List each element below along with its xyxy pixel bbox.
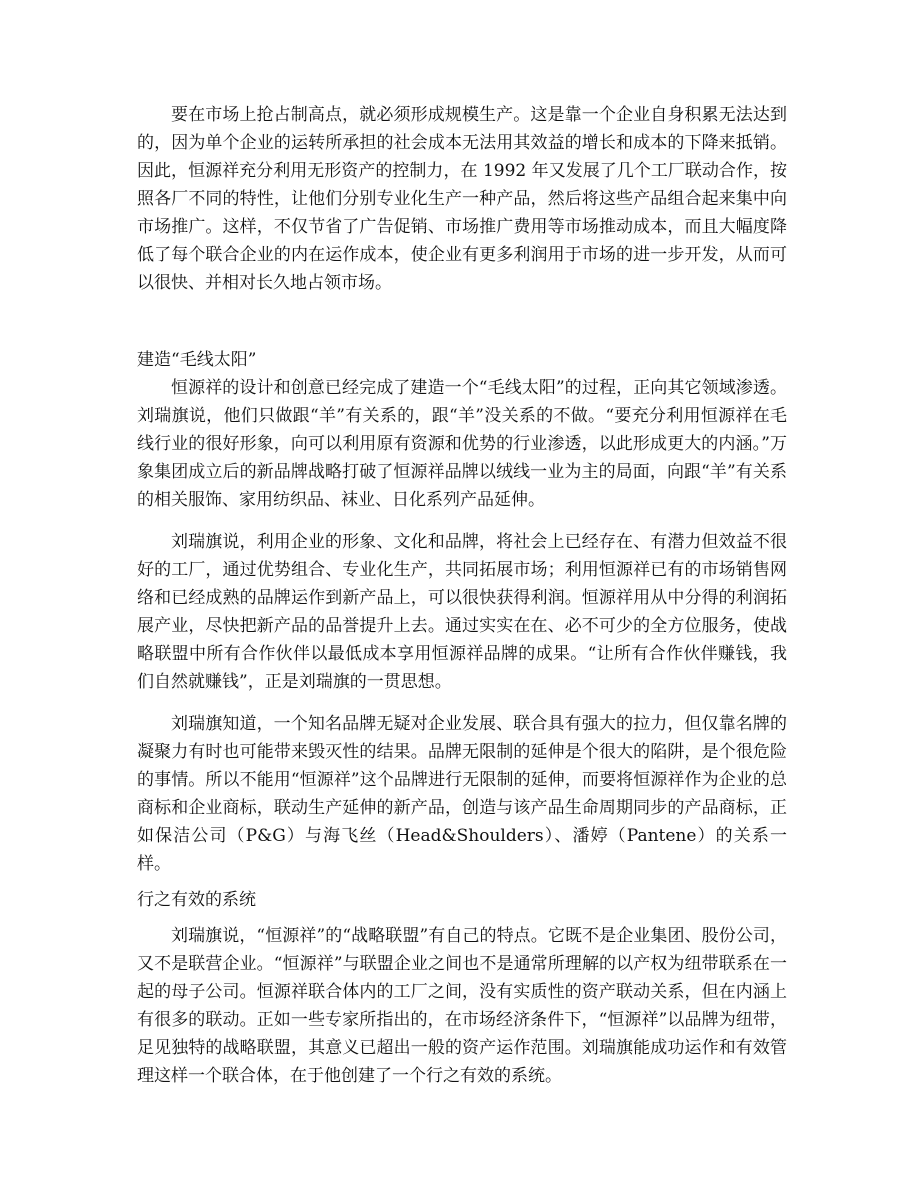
section-heading-effective-system: 行之有效的系统 <box>137 890 256 910</box>
spacer <box>137 914 787 922</box>
spacer <box>137 514 787 528</box>
spacer <box>137 878 787 886</box>
section-heading-wool-sun: 建造“毛线太阳” <box>137 350 257 370</box>
spacer <box>137 297 787 346</box>
paragraph-scale-production: 要在市场上抢占制高点，就必须形成规模生产。这是靠一个企业自身积累无法达到的，因为单个企业的运转所承担的社会成本无法用其效益的增长和成本的下降来抵销。因此，恒源祥充分利用无形资产的控制力，在 1992 年又发展了几个工厂联动合作，按照各厂不同的特性，让他们分别专业化生产一种产品，然后将这些产品组合起来集中向市场推广。这样，不仅节省了广告促销、市场推广费用等市场推动成本，而且大幅度降低了每个联合企业的内在运作成本，使企业有更多利润用于市场的进一步开发，从而可以很快、并相对长久地占领市场。 <box>137 105 787 293</box>
paragraph-partnership-profit: 刘瑞旗说，利用企业的形象、文化和品牌，将社会上已经存在、有潜力但效益不很好的工厂，通过优势组合、专业化生产，共同拓展市场；利用恒源祥已有的市场销售网络和已经成熟的品牌运作到新产品上，可以很快获得利润。恒源祥用从中分得的利润拓展产业，尽快把新产品的品誉提升上去。通过实实在在、必不可少的全方位服务，使战略联盟中所有合作伙伴以最低成本享用恒源祥品牌的成果。“让所有合作伙伴赚钱，我们自然就赚钱”，正是刘瑞旗的一贯思想。 <box>137 532 787 692</box>
paragraph-brand-extension: 恒源祥的设计和创意已经完成了建造一个“毛线太阳”的过程，正向其它领域渗透。刘瑞旗说，他们只做跟“羊”有关系的，跟“羊”没关系的不做。“要充分利用恒源祥在毛线行业的很好形象，向可以利用原有资源和优势的行业渗透，以此形成更大的内涵。”万象集团成立后的新品牌战略打破了恒源祥品牌以绒线一业为主的局面，向跟“羊”有关系的相关服饰、家用纺织品、袜业、日化系列产品延伸。 <box>137 378 787 510</box>
paragraph-brand-risk: 刘瑞旗知道，一个知名品牌无疑对企业发展、联合具有强大的拉力，但仅靠名牌的凝聚力有时也可能带来毁灭性的结果。品牌无限制的延伸是个很大的陷阱，是个很危险的事情。所以不能用“恒源祥”这个品牌进行无限制的延伸，而要将恒源祥作为企业的总商标和企业商标，联动生产延伸的新产品，创造与该产品生命周期同步的产品商标，正如保洁公司（P&G）与海飞丝（Head&Shoulders）、潘婷（Pantene）的关系一样。 <box>137 714 787 874</box>
spacer <box>137 696 787 710</box>
document-body <box>137 101 787 1090</box>
paragraph-strategic-alliance: 刘瑞旗说，“恒源祥”的“战略联盟”有自己的特点。它既不是企业集团、股份公司，又不是联营企业。“恒源祥”与联盟企业之间也不是通常所理解的以产权为纽带联系在一起的母子公司。恒源祥联合体内的工厂之间，没有实质性的资产联动关系，但在内涵上有很多的联动。正如一些专家所指出的，在市场经济条件下，“恒源祥”以品牌为纽带，足见独特的战略联盟，其意义已超出一般的资产运作范围。刘瑞旗能成功运作和有效管理这样一个联合体，在于他创建了一个行之有效的系统。 <box>137 926 787 1086</box>
